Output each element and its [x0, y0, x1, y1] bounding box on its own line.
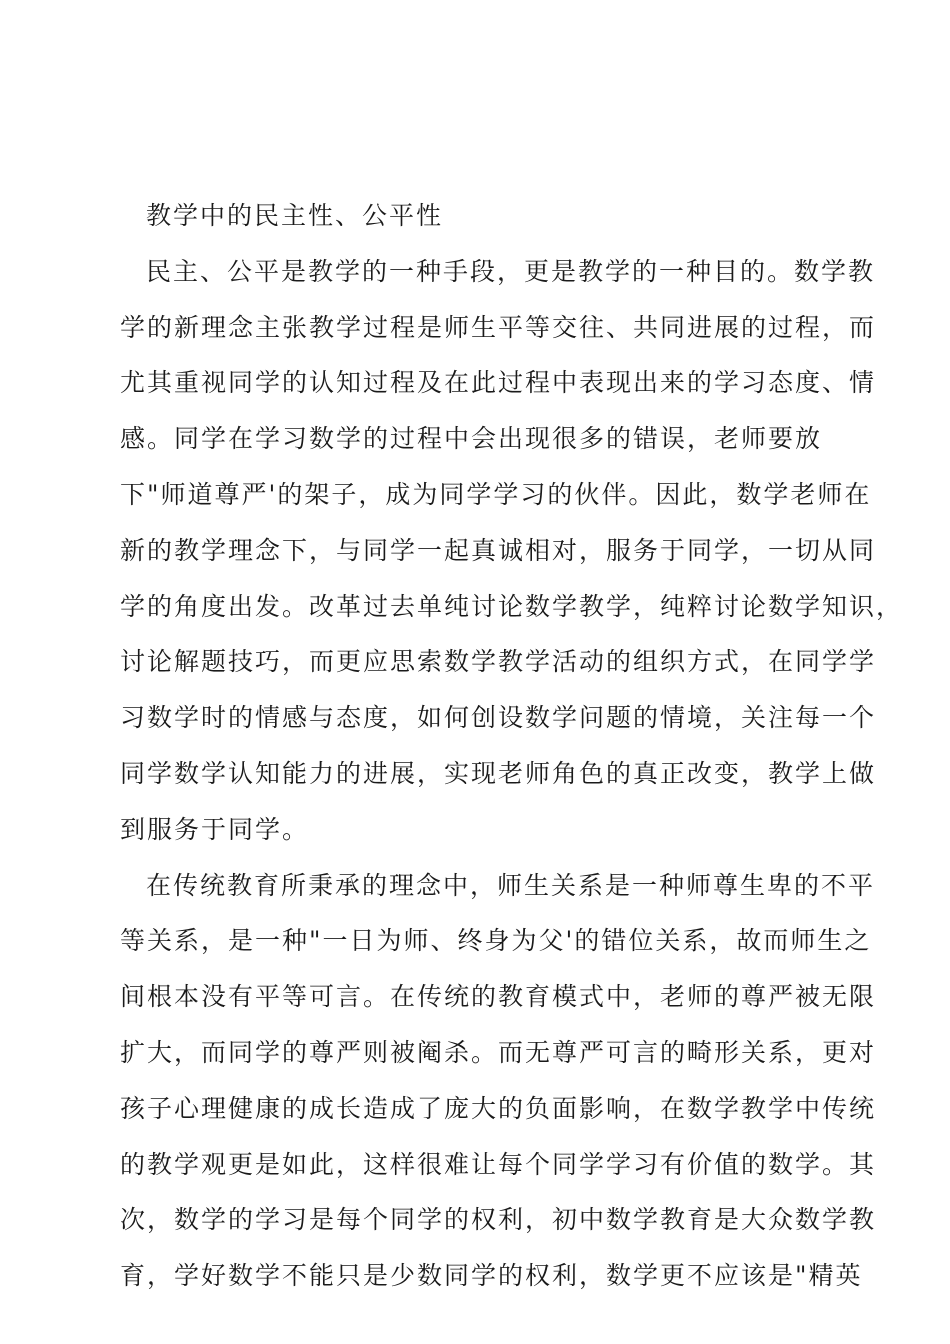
paragraph-line: 等关系，是一种"一日为师、终身为父'的错位关系，故而师生之	[120, 926, 872, 956]
paragraph-line: 新的教学理念下，与同学一起真诚相对，服务于同学，一切从同	[120, 535, 877, 565]
paragraph-line: 学的角度出发。改革过去单纯讨论数学教学，纯粹讨论数学知识，	[120, 591, 904, 621]
paragraph-line: 育，学好数学不能只是少数同学的权利，数学更不应该是"精英	[120, 1261, 863, 1291]
paragraph-line: 孩子心理健康的成长造成了庞大的负面影响，在数学教学中传统	[120, 1093, 877, 1123]
paragraph-line: 次，数学的学习是每个同学的权利，初中数学教育是大众数学教	[120, 1205, 877, 1235]
paragraph-line: 民主、公平是教学的一种手段，更是教学的一种目的。数学教	[146, 256, 876, 286]
paragraph-2	[120, 858, 877, 1304]
document-heading: 教学中的民主性、公平性	[146, 201, 444, 230]
paragraph-line: 尤其重视同学的认知过程及在此过程中表现出来的学习态度、情	[120, 368, 877, 398]
paragraph-line: 扩大，而同学的尊严则被阉杀。而无尊严可言的畸形关系，更对	[120, 1037, 877, 1067]
paragraph-line: 间根本没有平等可言。在传统的教育模式中，老师的尊严被无限	[120, 982, 877, 1012]
paragraph-line: 讨论解题技巧，而更应思索数学教学活动的组织方式，在同学学	[120, 647, 877, 677]
document-body	[120, 188, 904, 1304]
paragraph-line: 下"师道尊严'的架子，成为同学学习的伙伴。因此，数学老师在	[120, 479, 872, 509]
paragraph-line: 同学数学认知能力的进展，实现老师角色的真正改变，教学上做	[120, 758, 877, 788]
paragraph-line: 在传统教育所秉承的理念中，师生关系是一种师尊生卑的不平	[146, 870, 876, 900]
paragraph-line: 的教学观更是如此，这样很难让每个同学学习有价值的数学。其	[120, 1149, 877, 1179]
paragraph-line: 到服务于同学。	[120, 814, 310, 844]
paragraph-line: 学的新理念主张教学过程是师生平等交往、共同进展的过程，而	[120, 312, 877, 342]
paragraph-line: 感。同学在学习数学的过程中会出现很多的错误，老师要放	[120, 424, 823, 454]
paragraph-line: 习数学时的情感与态度，如何创设数学问题的情境，关注每一个	[120, 703, 877, 733]
paragraph-1	[120, 244, 904, 858]
